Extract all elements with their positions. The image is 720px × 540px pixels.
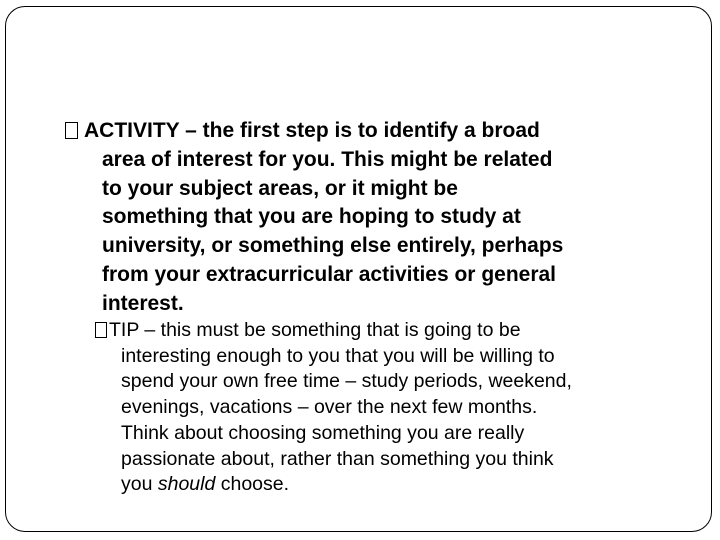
tip-line: passionate about, rather than something you think (121, 447, 554, 470)
tip-last-prefix: you (121, 473, 158, 496)
activity-line: area of interest for you. This might be related (102, 147, 553, 171)
bullet-marker-icon (95, 322, 107, 338)
activity-line: university, or something else entirely, perhaps (102, 234, 564, 258)
activity-line: from your extracurricular activities or general (102, 262, 557, 286)
bullet-marker-icon (65, 122, 78, 139)
activity-bullet (84, 117, 684, 319)
activity-line: to your subject areas, or it might be (102, 176, 458, 200)
tip-line: interesting enough to you that you will be willing to (121, 344, 555, 367)
tip-line: evenings, vacations – over the next few months. (121, 396, 538, 419)
activity-line: something that you are hoping to study at (102, 205, 521, 229)
activity-line: interest. (102, 291, 184, 315)
tip-last-line (106, 472, 696, 498)
tip-line: spend your own free time – study periods, weekend, (121, 370, 572, 393)
activity-line: ACTIVITY – the first step is to identify a broad (84, 119, 540, 142)
tip-emphasis: should (157, 473, 216, 496)
tip-line: Think about choosing something you are really (121, 421, 525, 444)
tip-last-suffix: choose. (215, 473, 290, 496)
tip-bullet (106, 318, 696, 498)
tip-line: TIP – this must be something that is going to be (109, 319, 521, 341)
